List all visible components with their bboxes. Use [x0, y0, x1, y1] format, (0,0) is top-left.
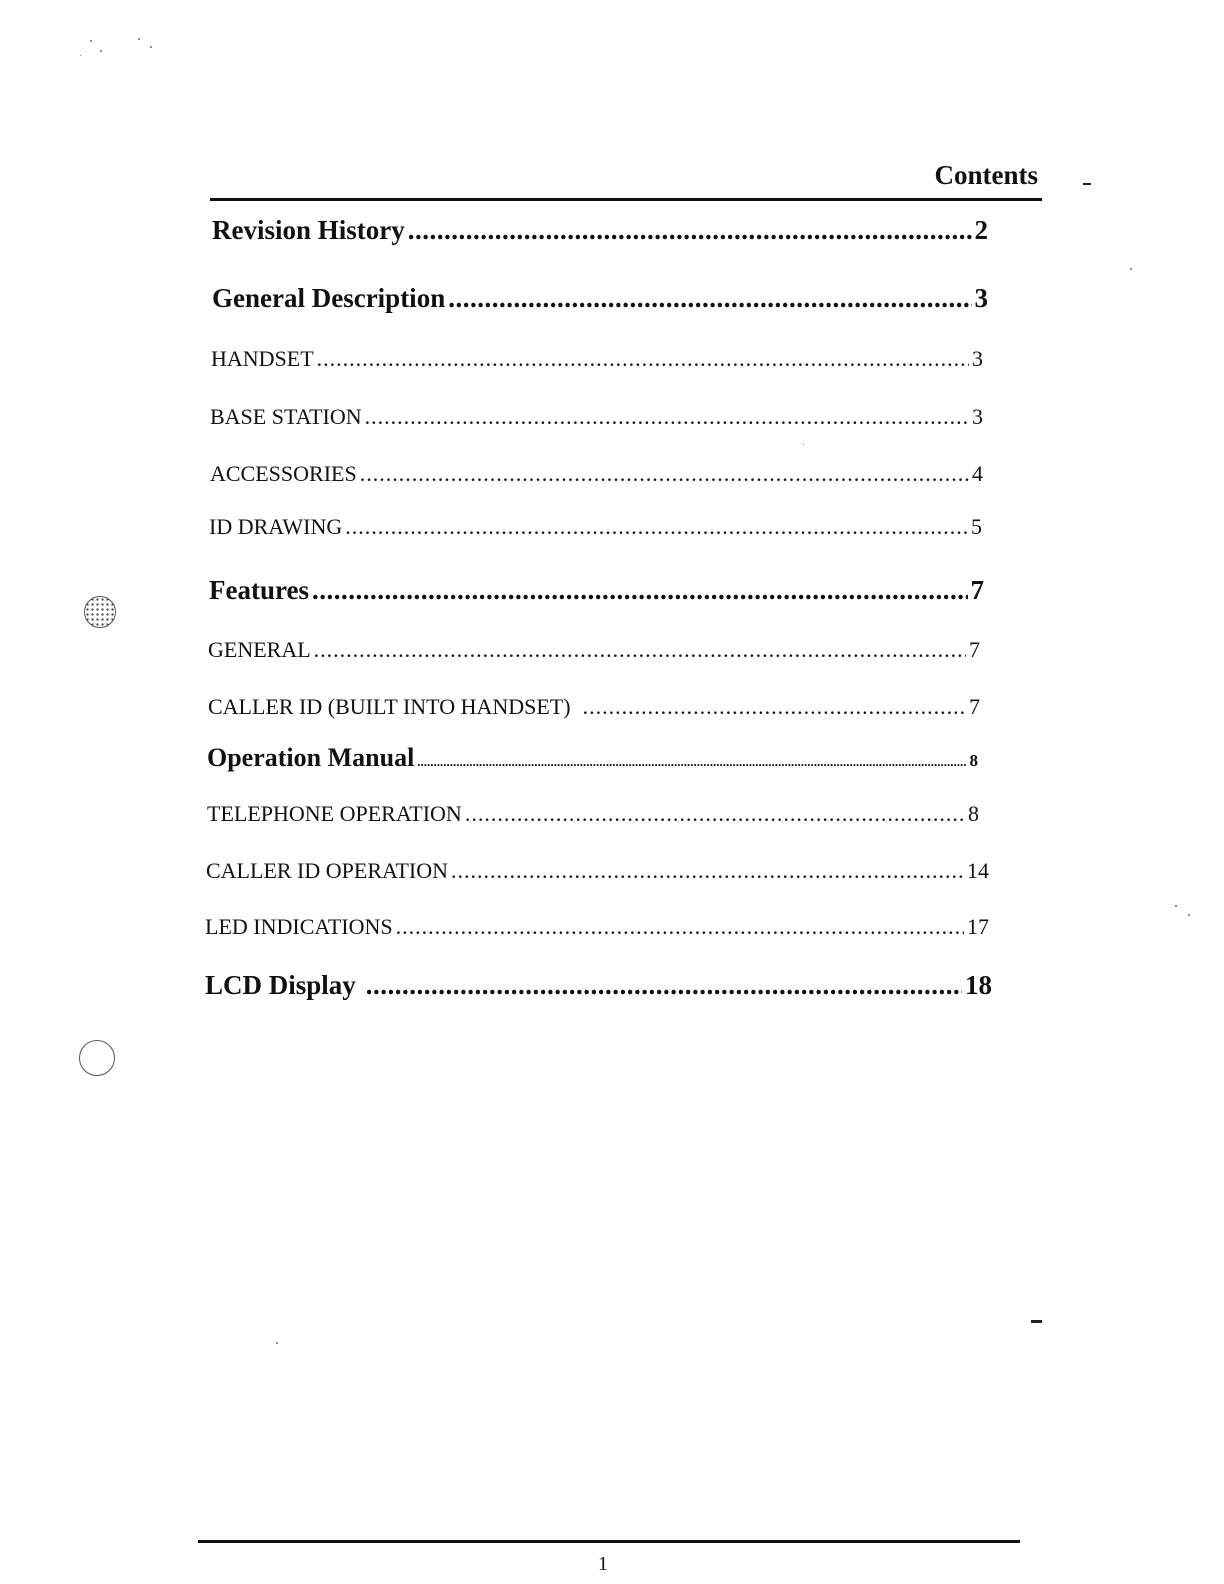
toc-label: ACCESSORIES [210, 461, 357, 486]
toc-entry-caller-id-built-into-handset[interactable] [208, 694, 980, 720]
toc-label: General Description [212, 283, 446, 313]
toc-label: Operation Manual [207, 743, 415, 772]
toc-entry-base-station[interactable] [210, 404, 983, 430]
dot-leader [317, 346, 969, 372]
toc-page-number: 2 [974, 215, 988, 245]
toc-page-number: 7 [970, 575, 984, 605]
toc-label: LED INDICATIONS [205, 914, 393, 939]
toc-page-number: 14 [967, 858, 989, 883]
page-header [210, 158, 1042, 201]
toc-page-number: 3 [972, 346, 983, 371]
punch-hole [79, 1040, 115, 1076]
toc-entry-handset[interactable] [211, 346, 983, 372]
toc-page-number: 17 [967, 914, 989, 939]
toc-entry-features[interactable] [209, 575, 984, 606]
dot-leader [365, 404, 969, 430]
toc-page-number: 4 [972, 461, 983, 486]
scan-speck [138, 38, 140, 40]
toc-entry-accessories[interactable] [210, 461, 983, 487]
toc-entry-led-indications[interactable] [205, 914, 989, 940]
dot-leader [314, 637, 966, 663]
toc-entry-lcd-display[interactable] [205, 970, 992, 1001]
toc-page-number: 8 [968, 801, 979, 826]
scan-speck [803, 444, 804, 445]
scan-speck [1130, 268, 1132, 270]
scan-speck [100, 50, 102, 52]
toc-entry-general[interactable] [208, 637, 980, 663]
toc-page-number: 7 [969, 637, 980, 662]
scan-speck [276, 1342, 278, 1344]
toc-page-number: 3 [972, 404, 983, 429]
toc-label: CALLER ID (BUILT INTO HANDSET) [208, 694, 571, 719]
dot-leader [448, 283, 971, 314]
scan-speck [1175, 905, 1177, 907]
scan-speck [90, 40, 92, 42]
dot-leader [366, 970, 962, 1001]
dot-leader [396, 914, 964, 940]
dot-leader [465, 801, 965, 827]
toc-entry-operation-manual[interactable] [207, 743, 978, 773]
dot-leader [451, 858, 964, 884]
toc-label: TELEPHONE OPERATION [207, 801, 462, 826]
toc-entry-telephone-operation[interactable] [207, 801, 979, 827]
scan-mark [1083, 183, 1091, 185]
dot-leader [360, 461, 969, 487]
toc-label: Revision History [212, 215, 405, 245]
page-title: Contents [934, 160, 1038, 190]
dot-leader [312, 575, 968, 606]
toc-label: CALLER ID OPERATION [206, 858, 448, 883]
toc-label: LCD Display [205, 970, 356, 1000]
scan-speck [80, 55, 81, 56]
toc-label: HANDSET [211, 346, 314, 371]
scan-mark [1031, 1320, 1042, 1323]
toc-entry-id-drawing[interactable] [209, 514, 982, 540]
toc-entry-revision-history[interactable] [212, 215, 988, 246]
toc-entry-general-description[interactable] [212, 283, 988, 314]
toc-page-number: 8 [969, 751, 978, 770]
toc-label: Features [209, 575, 309, 605]
toc-label: BASE STATION [210, 404, 362, 429]
toc-entry-caller-id-operation[interactable] [206, 858, 989, 884]
toc-page-number: 18 [965, 970, 992, 1000]
punch-hole-dotted [84, 596, 116, 628]
dot-leader [345, 514, 968, 540]
scan-speck [150, 46, 152, 48]
footer-rule [198, 1540, 1020, 1543]
dot-leader [583, 694, 966, 720]
dot-leader [417, 754, 966, 770]
scan-speck [1188, 914, 1190, 916]
toc-page-number: 3 [974, 283, 988, 313]
toc-page-number: 7 [969, 694, 980, 719]
dot-leader [408, 215, 972, 246]
page-number: 1 [598, 1553, 608, 1575]
toc-label: ID DRAWING [209, 514, 343, 539]
toc-label: GENERAL [208, 637, 311, 662]
toc-page-number: 5 [971, 514, 982, 539]
